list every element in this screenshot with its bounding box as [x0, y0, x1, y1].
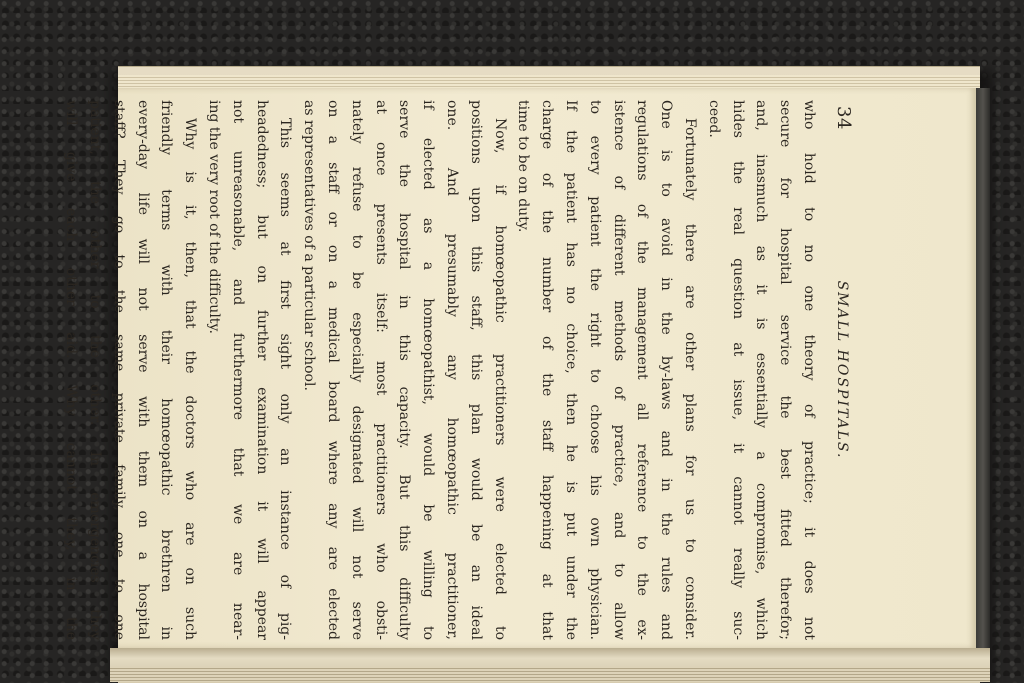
text-line: and, inasmuch as it is essentially a compromise, which	[753, 100, 770, 640]
body-text	[59, 100, 821, 640]
text-line: to every patient the right to choose his own physician.	[586, 100, 603, 640]
text-line: secure for hospital service the best fitted therefor;	[777, 100, 794, 640]
text-line: istence of different methods of practice, and to allow	[610, 100, 627, 640]
text-line: Fortunately there are other plans for us to consider.	[682, 118, 699, 640]
text-line: charge of the number of the staff happening at that	[539, 100, 556, 640]
running-head: SMALL HOSPITALS.	[834, 280, 850, 460]
text-line: if elected as a homœopathist, would be willing to	[420, 100, 437, 640]
text-line: at once presents itself: most practitioners who obsti-	[372, 100, 389, 640]
text-line: on a staff or on a medical board where any are elected	[325, 100, 342, 640]
text-line: positions upon this staff, this plan would be an ideal	[467, 100, 484, 640]
text-line: serve the hospital in this capacity. But this difficulty	[396, 100, 413, 640]
text-line: staff? They go to the same private family, one to one	[110, 100, 127, 640]
text-line: If the patient has no choice, then he is put under the	[563, 100, 580, 640]
text-line: regulations of the management all reference to the ex-	[634, 100, 651, 640]
page-text-block	[63, 100, 858, 640]
text-line: This seems at first sight only an instance of pig-	[277, 118, 294, 640]
text-line: friendly terms with their homœopathic brethren in	[158, 100, 175, 640]
text-line: one. And presumably any homœopathic practitioner,	[444, 100, 461, 640]
text-line: as representatives of a particular school.	[301, 100, 318, 391]
text-line: Why is it, then, that the doctors who are on such	[182, 118, 199, 640]
text-line: not unreasonable, and furthermore that we are near-	[229, 100, 246, 640]
text-line: will give each other aid. Why cannot they, in the	[63, 100, 80, 640]
text-line: time to be on duty.	[515, 100, 532, 233]
text-line: hides the real question at issue, it cannot really suc-	[729, 100, 746, 640]
text-line: patient, the other to the other. In emergencies they	[87, 100, 104, 640]
page-header	[820, 100, 858, 640]
text-line: One is to avoid in the by-laws and in the rules and	[658, 100, 675, 640]
page-number: 34	[833, 106, 854, 130]
text-line: Now, if homœopathic practitioners were elected to	[491, 118, 508, 640]
page-gutter-edge	[976, 88, 990, 658]
page-stack-bottom-edge	[110, 648, 990, 682]
text-line: ceed.	[705, 100, 722, 138]
text-line: who hold to no one theory of practice; it does not	[801, 100, 817, 640]
text-line: ing the very root of the difficulty.	[206, 100, 223, 334]
text-line: nately refuse to be especially designated will not serve	[348, 100, 365, 640]
text-line: headedness; but on further examination it will appear	[253, 100, 270, 640]
text-line: every-day life will not serve with them on a hospital	[134, 100, 151, 640]
